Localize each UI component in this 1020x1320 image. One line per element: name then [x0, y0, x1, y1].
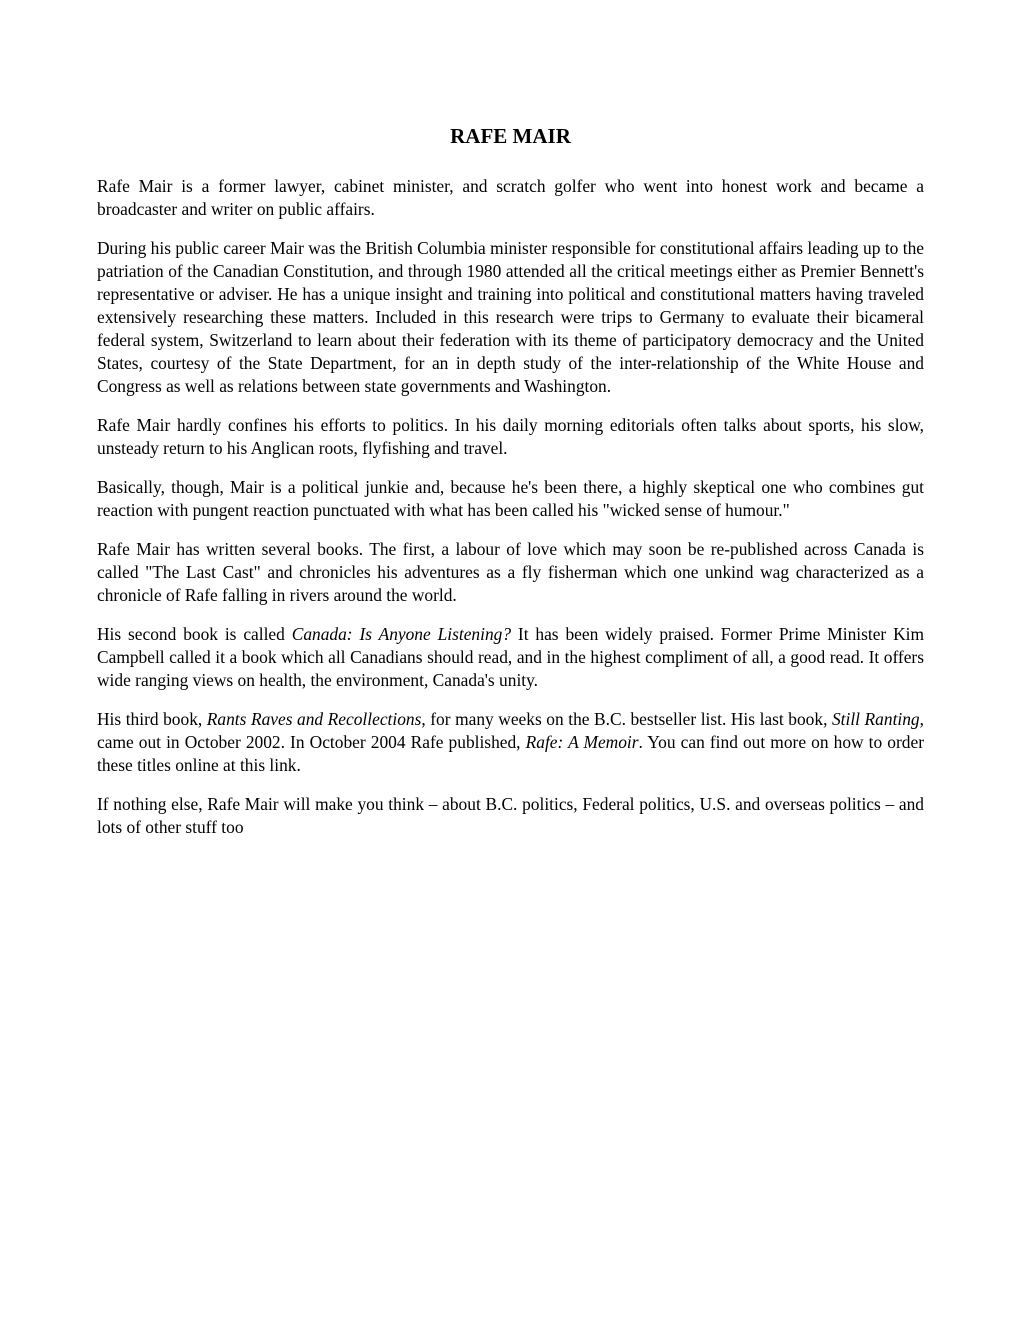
page-title: RAFE MAIR [450, 124, 571, 148]
text-run: His second book is called [97, 624, 292, 644]
text-run: It has been widely praised. Former Prime Minister Kim Campbell called it a book which all Canadians should read, and in the highest compliment of all, a good read. It offers wide ranging views on health, the environment, Canada's unity. [97, 624, 924, 690]
paragraph-political-junkie: Basically, though, Mair is a political junkie and, because he's been there, a highly skeptical one who combines gut reaction with pungent reaction punctuated with what has been called his "wicked sense of humour." [97, 477, 924, 520]
text-run: His third book, [97, 709, 207, 729]
text-run: , for many weeks on the B.C. bestseller list. His last book, [421, 709, 832, 729]
paragraph-intro: Rafe Mair is a former lawyer, cabinet minister, and scratch golfer who went into honest work and became a broadcaster and writer on public affairs. [97, 176, 924, 219]
book-title-rants: Rants Raves and Recollections [206, 709, 422, 729]
paragraph-career: During his public career Mair was the British Columbia minister responsible for constitutional affairs leading up to the patriation of the Canadian Constitution, and through 1980 attended all the critical meetings either as Premier Bennett's representative or adviser. He has a unique insight and training into political and constitutional matters having traveled extensively researching these matters. Included in this research were trips to Germany to evaluate their bicameral federal system, Switzerland to learn about their federation with its theme of participatory democracy and the United States, courtesy of the State Department, for an in depth study of the inter-relationship of the White House and Congress as well as relations between state governments and Washington. [97, 238, 924, 396]
text-run: , came out in October 2002. In October 2004 Rafe published, [97, 709, 924, 752]
book-title-still-ranting: Still Ranting [831, 709, 920, 729]
paragraph-closing: If nothing else, Rafe Mair will make you think – about B.C. politics, Federal politics, U.S. and overseas politics – and lots of other stuff too [97, 794, 924, 837]
paragraph-second-book [97, 623, 924, 692]
paragraph-books: Rafe Mair has written several books. The first, a labour of love which may soon be re-published across Canada is called "The Last Cast" and chronicles his adventures as a fly fisherman which one unkind wag characterized as a chronicle of Rafe falling in rivers around the world. [97, 539, 924, 605]
book-title-memoir: Rafe: A Memoir [525, 732, 639, 752]
document-page [97, 121, 924, 855]
text-run: . You can find out more on how to order these titles online at this link. [97, 732, 924, 775]
paragraph-third-book [97, 708, 924, 777]
paragraph-interests: Rafe Mair hardly confines his efforts to politics. In his daily morning editorials often talks about sports, his slow, unsteady return to his Anglican roots, flyfishing and travel. [97, 415, 924, 458]
book-title-canada: Canada: Is Anyone Listening? [291, 624, 512, 644]
